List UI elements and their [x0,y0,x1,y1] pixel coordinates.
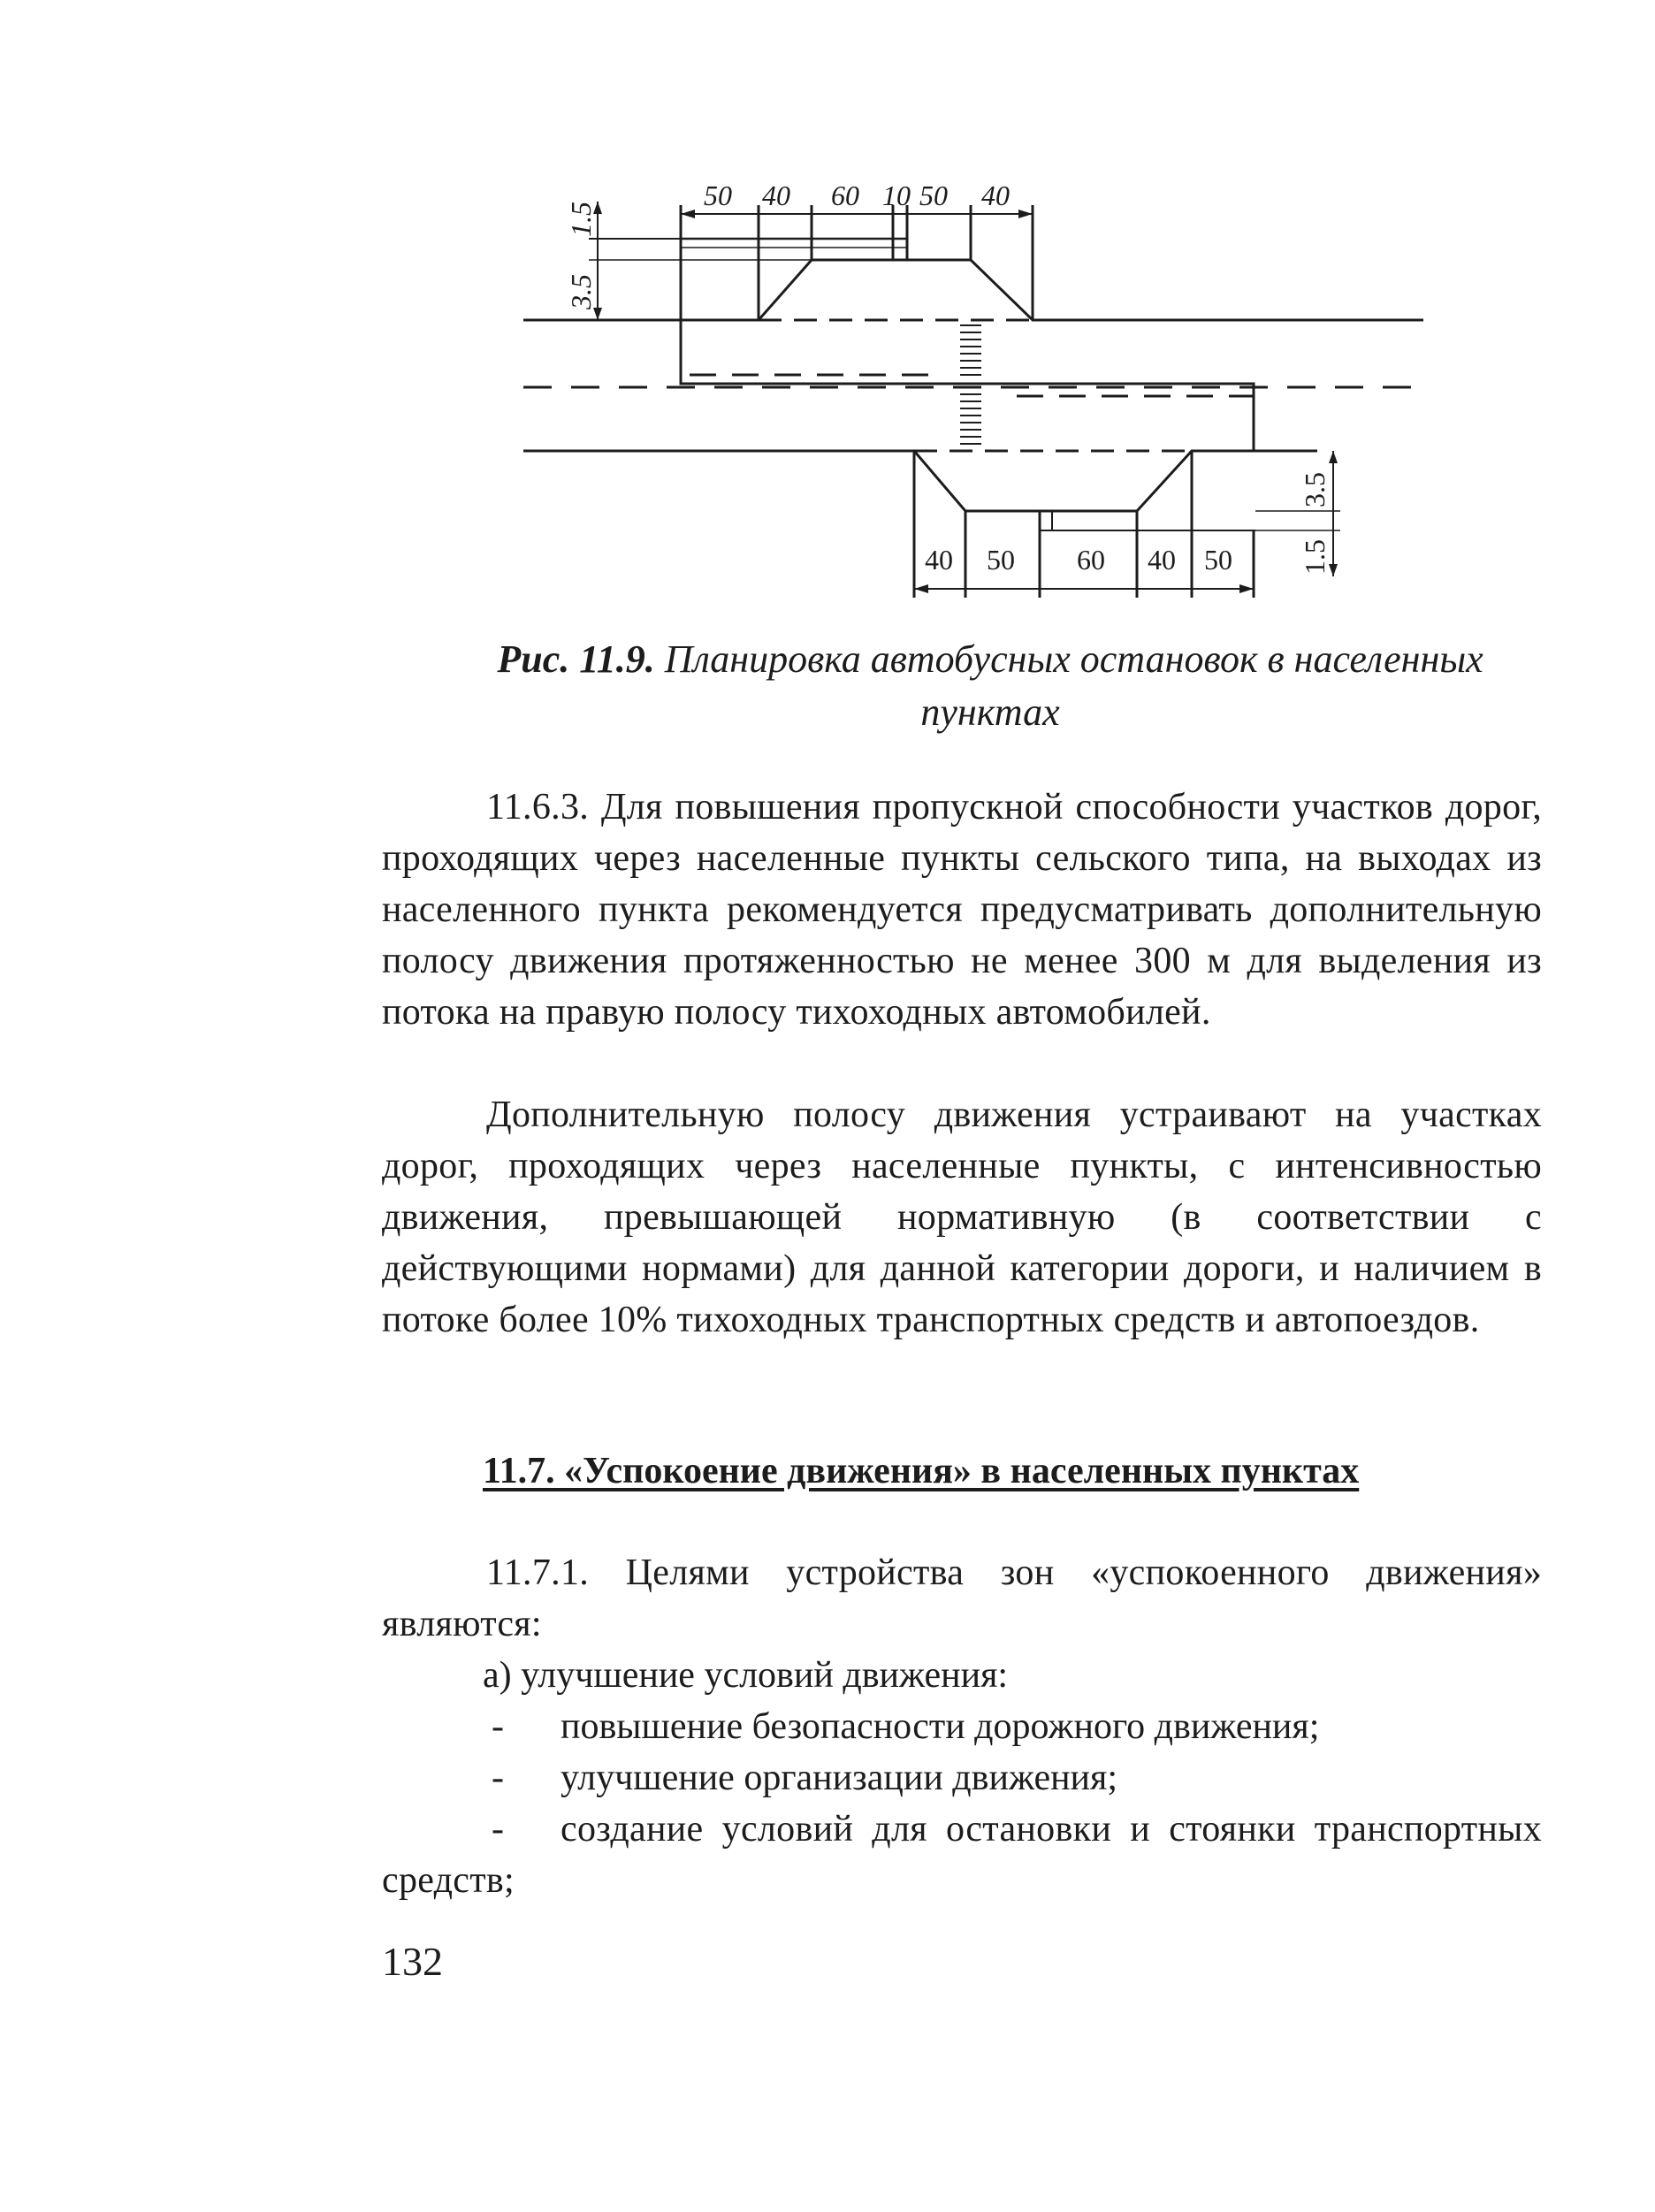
paragraph-11-6-3: 11.6.3. Для повышения пропускной способности участков дорог, проходящих через населенные пункты сельского типа, на выходах из населенного пункта рекомендуется предусматривать дополнительную полосу движения протяженностью не менее 300 м для выделения из потока на правую полосу тихоходных автомобилей. [382,787,1542,1033]
list-item-a: а) улучшение условий движения: [483,1655,1009,1696]
bullet-item-2: улучшение организации движения; [561,1758,1118,1798]
bottom-dim-label-2: 50 [987,544,1015,576]
bottom-dim-label-5: 50 [1204,544,1232,576]
top-dim-label-2: 40 [762,179,790,211]
bullet-dash: - [492,1706,504,1747]
bullet-dash: - [492,1758,504,1798]
bottom-vdim-label-1: 3.5 [1299,472,1331,507]
figure-caption-label: Рис. 11.9. [497,637,655,681]
figure-caption-line-1 [380,633,1600,686]
top-vdim-label-1: 1.5 [565,202,597,237]
top-dim-label-3: 60 [831,179,859,211]
paragraph-additional-lane: Дополнительную полосу движения устраивают на участках дорог, проходящих через населенные пункты, с интенсивностью движения, превышающей нормативную (в соответствии с действующими нормами) для данной категории дороги, и наличием в потоке более 10% тихоходных транспортных средств и автопоездов. [382,1095,1542,1340]
paragraph-11-7-1: 11.7.1. Целями устройства зон «успокоенного движения» являются: [382,1552,1542,1644]
figure-caption-title: Планировка автобусных остановок в населенных [664,637,1483,681]
top-dim-label-4: 10 [882,179,911,211]
top-dim-label-6: 40 [981,179,1010,211]
bullet-item-3: создание условий для остановки и стоянки транспортных средств; [382,1809,1542,1901]
bullet-dash: - [492,1809,504,1850]
top-dim-label-1: 50 [704,179,732,211]
bottom-dim-label-4: 40 [1148,544,1176,576]
page-number: 132 [382,1939,443,1984]
bullet-item-1: повышение безопасности дорожного движения; [561,1706,1320,1747]
top-road-edge [523,260,1423,320]
bottom-road-edge [523,451,1317,511]
bottom-dim-label-3: 60 [1077,544,1105,576]
section-title: 11.7. «Успокоение движения» в населенных пунктах [483,1451,1360,1491]
figure-caption-line-2: пунктах [920,690,1060,734]
top-dim-label-5: 50 [919,179,948,211]
bus-stop-layout-diagram [0,0,1655,645]
bottom-dim-label-1: 40 [925,544,953,576]
bottom-vdim-label-2: 1.5 [1299,539,1331,575]
top-vdim-label-2: 3.5 [565,274,597,309]
